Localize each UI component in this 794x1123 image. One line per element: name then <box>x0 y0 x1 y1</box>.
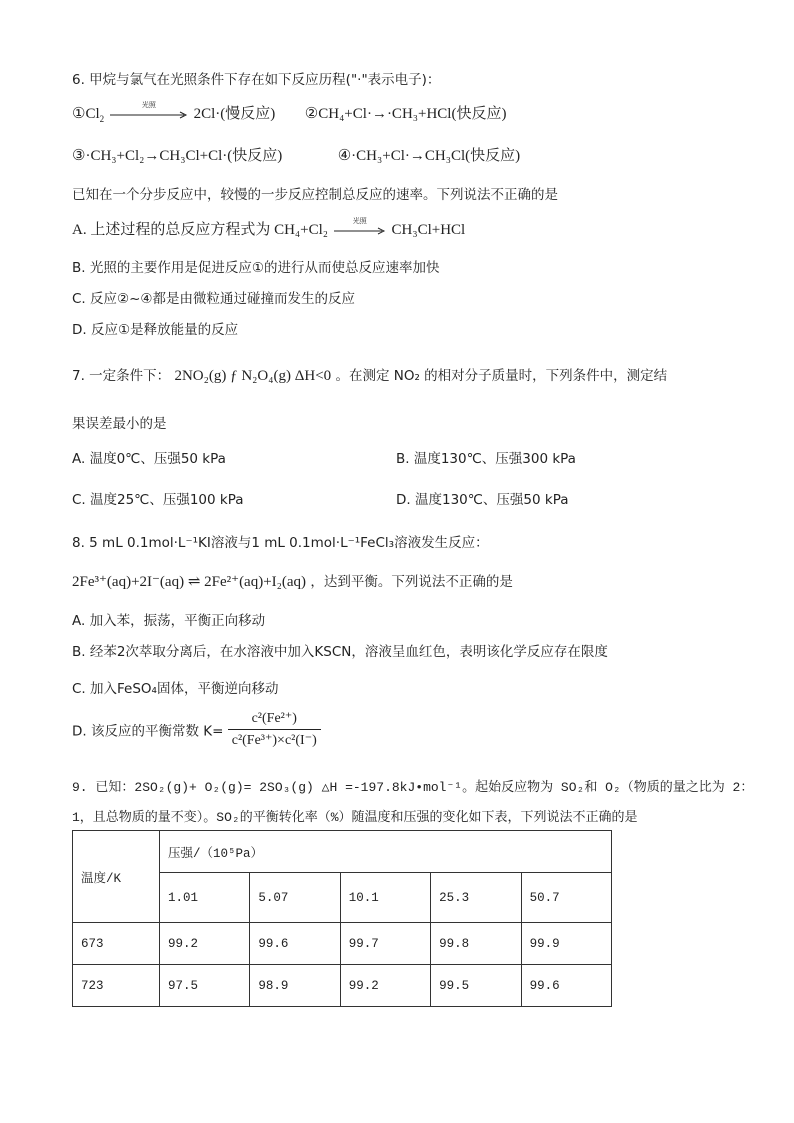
q6-option-a-suffix: CH₃Cl+HCl <box>391 222 466 238</box>
table-row <box>73 965 612 1007</box>
q6-option-d: D. 反应①是释放能量的反应 <box>72 322 239 338</box>
conversion-table <box>72 830 612 1007</box>
right-arrow-icon <box>108 110 190 120</box>
table-value-cell: 97.5 <box>160 965 250 1007</box>
table-value-cell: 99.5 <box>431 965 521 1007</box>
table-pressure-cell: 1.01 <box>160 873 250 923</box>
right-arrow-icon <box>332 226 388 236</box>
q6-option-c: C. 反应②~④都是由微粒通过碰撞而发生的反应 <box>72 291 356 307</box>
table-value-cell: 99.6 <box>250 923 340 965</box>
q9-stem-line-1: 9. 已知：2SO₂(g)+ O₂(g)= 2SO₃(g) △H =-197.8kJ•mol⁻¹。起始反应物为 SO₂和 O₂（物质的量之比为 2： <box>72 780 754 795</box>
fraction-denominator: c²(Fe³⁺)×c²(I⁻) <box>231 733 317 748</box>
q6-r1-arrow <box>108 100 190 120</box>
table-header-temperature: 温度/K <box>73 831 160 923</box>
table-value-cell: 99.9 <box>521 923 611 965</box>
q6-r1-prefix: ①Cl <box>72 106 100 122</box>
table-value-cell: 99.8 <box>431 923 521 965</box>
q7-option-c: C. 温度25℃、压强100 kPa <box>72 492 244 508</box>
q8-option-d-prefix: D. 该反应的平衡常数 K= <box>72 723 224 740</box>
q6-option-a-prefix: A. 上述过程的总反应方程式为 CH₄+Cl₂ <box>72 222 329 238</box>
fraction-numerator: c²(Fe²⁺) <box>228 710 321 730</box>
q7-stem <box>72 364 667 385</box>
q7-option-b: B. 温度130℃、压强300 kPa <box>396 451 576 467</box>
table-value-cell: 99.2 <box>340 965 430 1007</box>
q6-info: 已知在一个分步反应中，较慢的一步反应控制总反应的速率。下列说法不正确的是 <box>72 187 558 203</box>
q6-r2: ②CH₄+Cl·→·CH₃+HCl(快反应) <box>304 106 507 122</box>
q8-option-b: B. 经苯2次萃取分离后，在水溶液中加入KSCN，溶液呈血红色，表明该化学反应存在限度 <box>72 644 608 660</box>
q7-equation: 2NO₂(g) ƒ N₂O₄(g) ΔH<0 <box>174 368 332 384</box>
q9-stem-line-2: 1，且总物质的量不变）。SO₂的平衡转化率（%）随温度和压强的变化如下表，下列说法不正确的是 <box>72 810 638 825</box>
table-pressure-cell: 5.07 <box>250 873 340 923</box>
q7-stem-suffix: 。在测定 NO₂ 的相对分子质量时，下列条件中，测定结 <box>335 368 668 384</box>
q6-r1-product: 2Cl·(慢反应) <box>193 106 276 122</box>
q6-stem: 6. 甲烷与氯气在光照条件下存在如下反应历程("·"表示电子)： <box>72 72 441 88</box>
q7-option-d: D. 温度130℃、压强50 kPa <box>396 492 569 508</box>
equilibrium-constant-fraction <box>228 710 321 749</box>
q7-option-a: A. 温度0℃、压强50 kPa <box>72 451 226 467</box>
q6-option-a <box>72 218 465 239</box>
q8-equation-line <box>72 570 513 591</box>
q8-equation-suffix: ，达到平衡。下列说法不正确的是 <box>310 574 513 590</box>
q8-stem: 8. 5 mL 0.1mol·L⁻¹KI溶液与1 mL 0.1mol·L⁻¹FeCl₃溶液发生反应： <box>72 535 489 551</box>
table-pressure-cell: 10.1 <box>340 873 430 923</box>
q6-r4: ④·CH₃+Cl·→CH₃Cl(快反应) <box>337 148 521 164</box>
q8-equation: 2Fe³⁺(aq)+2I⁻(aq) ⇌ 2Fe²⁺(aq)+I₂(aq) <box>72 574 307 590</box>
q6-option-a-arrow <box>332 216 388 236</box>
table-row <box>73 923 612 965</box>
q8-option-c: C. 加入FeSO₄固体，平衡逆向移动 <box>72 681 279 697</box>
q6-r3: ③·CH₃+Cl₂→CH₃Cl+Cl·(快反应) <box>72 148 283 164</box>
q6-r1-arrow-label: 光照 <box>141 100 156 109</box>
table-temp-cell: 673 <box>73 923 160 965</box>
q8-option-d <box>72 710 321 749</box>
table-value-cell: 99.6 <box>521 965 611 1007</box>
table-temp-cell: 723 <box>73 965 160 1007</box>
q6-option-a-arrow-label: 光照 <box>352 216 367 225</box>
table-pressure-cell: 25.3 <box>431 873 521 923</box>
table-pressure-cell: 50.7 <box>521 873 611 923</box>
table-value-cell: 99.2 <box>160 923 250 965</box>
table-header-pressure: 压强/（10⁵Pa） <box>160 831 612 873</box>
q7-stem-line-2: 果误差最小的是 <box>72 416 167 432</box>
q6-reaction-row-2 <box>72 144 520 165</box>
table-value-cell: 99.7 <box>340 923 430 965</box>
q6-reaction-row-1: $①Cl_2$ 光照 2Cl·(慢反应) ②CH₄+Cl·→·CH₃+HCl(快反应) <box>72 100 507 124</box>
table-value-cell: 98.9 <box>250 965 340 1007</box>
q8-option-a: A. 加入苯，振荡，平衡正向移动 <box>72 613 266 629</box>
q6-option-b: B. 光照的主要作用是促进反应①的进行从而使总反应速率加快 <box>72 260 440 276</box>
q7-stem-prefix: 7. 一定条件下： <box>72 368 171 384</box>
